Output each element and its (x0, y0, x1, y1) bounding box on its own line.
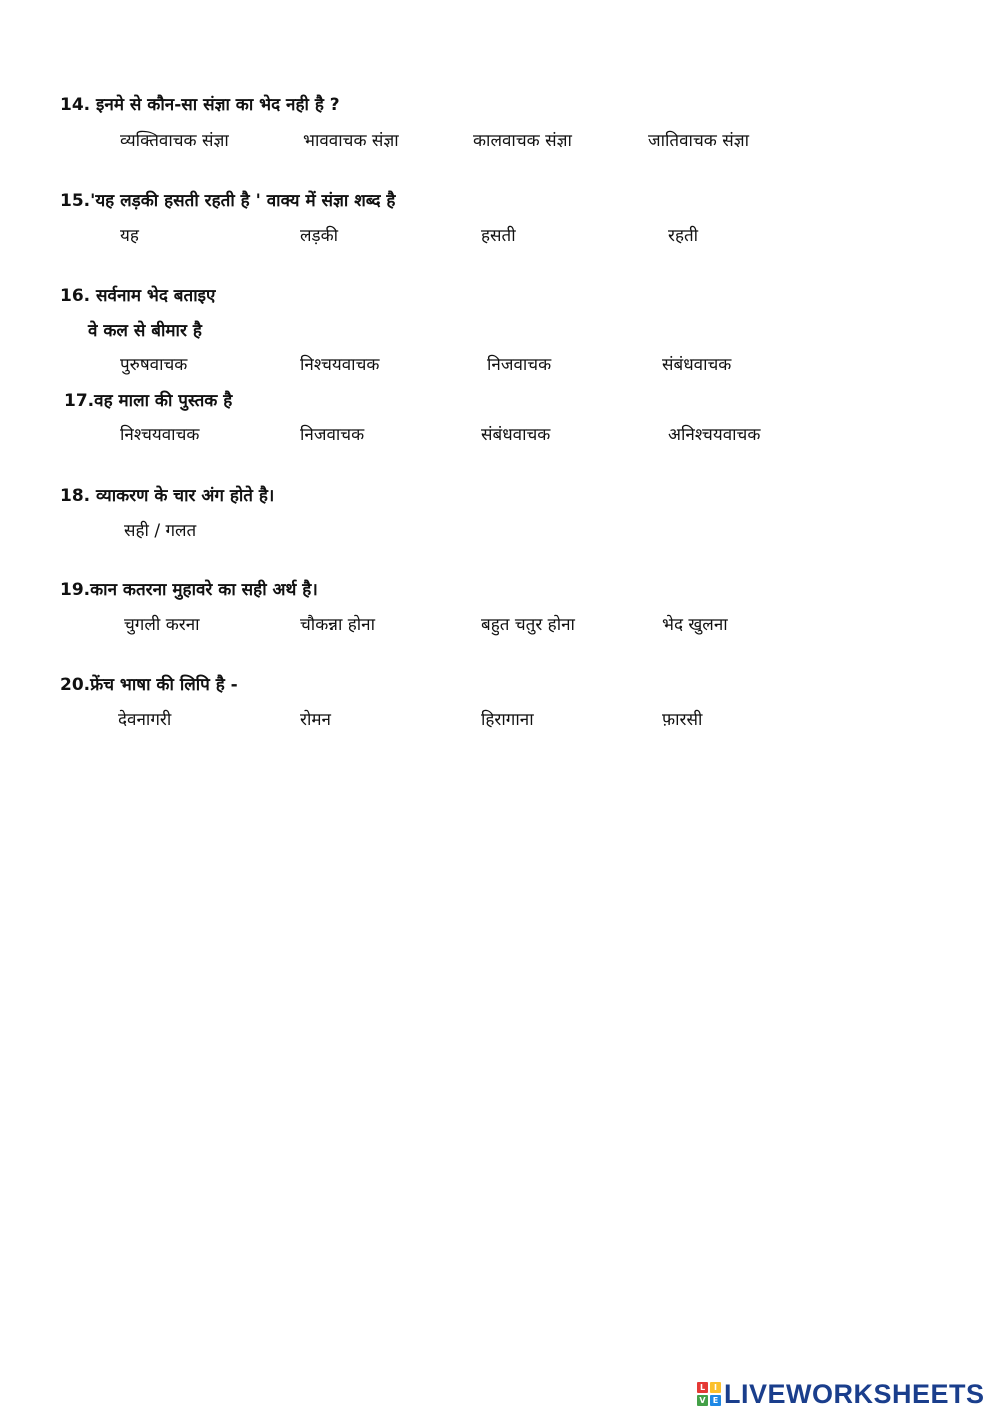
q17-option-4[interactable]: अनिश्चयवाचक (668, 425, 761, 445)
q14-option-3[interactable]: कालवाचक संज्ञा (473, 131, 572, 151)
logo-block-l: L (697, 1382, 708, 1393)
q16-option-1[interactable]: पुरुषवाचक (120, 355, 188, 375)
q17-option-3[interactable]: संबंधवाचक (481, 425, 551, 445)
q15-option-1[interactable]: यह (120, 226, 139, 246)
logo-block-e: E (710, 1395, 721, 1406)
q14-option-4[interactable]: जातिवाचक संज्ञा (648, 131, 750, 151)
q18-option-true-false[interactable]: सही / गलत (124, 521, 197, 541)
logo-block-v: V (697, 1395, 708, 1406)
q20-option-4[interactable]: फ़ारसी (662, 710, 703, 730)
q20-option-2[interactable]: रोमन (300, 710, 331, 730)
q17-option-2[interactable]: निजवाचक (300, 425, 365, 445)
logo-text: LIVEWORKSHEETS (724, 1378, 985, 1409)
q14-option-2[interactable]: भाववाचक संज्ञा (303, 131, 399, 151)
q20-option-3[interactable]: हिरागाना (481, 710, 534, 730)
logo-block-i: I (710, 1382, 721, 1393)
q20-option-1[interactable]: देवनागरी (118, 710, 172, 730)
q19-option-3[interactable]: बहुत चतुर होना (481, 615, 575, 635)
question-19: 19.कान कतरना मुहावरे का सही अर्थ है। (60, 580, 318, 600)
q16-option-2[interactable]: निश्चयवाचक (300, 355, 380, 375)
q15-option-3[interactable]: हसती (481, 226, 516, 246)
logo-blocks-icon (697, 1382, 721, 1406)
q16-option-3[interactable]: निजवाचक (487, 355, 552, 375)
liveworksheets-logo (697, 1378, 985, 1410)
q19-option-1[interactable]: चुगली करना (124, 615, 200, 635)
question-16: 16. सर्वनाम भेद बताइए (60, 286, 216, 306)
q19-option-4[interactable]: भेद खुलना (662, 615, 728, 635)
question-15: 15.'यह लड़की हसती रहती है ' वाक्य में संज्ञा शब्द है (60, 191, 396, 211)
q16-option-4[interactable]: संबंधवाचक (662, 355, 732, 375)
q19-option-2[interactable]: चौकन्ना होना (300, 615, 376, 635)
q15-option-2[interactable]: लड़की (300, 226, 339, 246)
question-17: 17.वह माला की पुस्तक है (64, 391, 233, 411)
question-14: 14. इनमे से कौन-सा संज्ञा का भेद नही है ? (60, 95, 340, 115)
question-20: 20.फ्रेंच भाषा की लिपि है - (60, 675, 238, 695)
question-16-sentence: वे कल से बीमार है (88, 321, 202, 341)
q14-option-1[interactable]: व्यक्तिवाचक संज्ञा (120, 131, 229, 151)
q17-option-1[interactable]: निश्चयवाचक (120, 425, 200, 445)
question-18: 18. व्याकरण के चार अंग होते है। (60, 486, 275, 506)
q15-option-4[interactable]: रहती (668, 226, 699, 246)
